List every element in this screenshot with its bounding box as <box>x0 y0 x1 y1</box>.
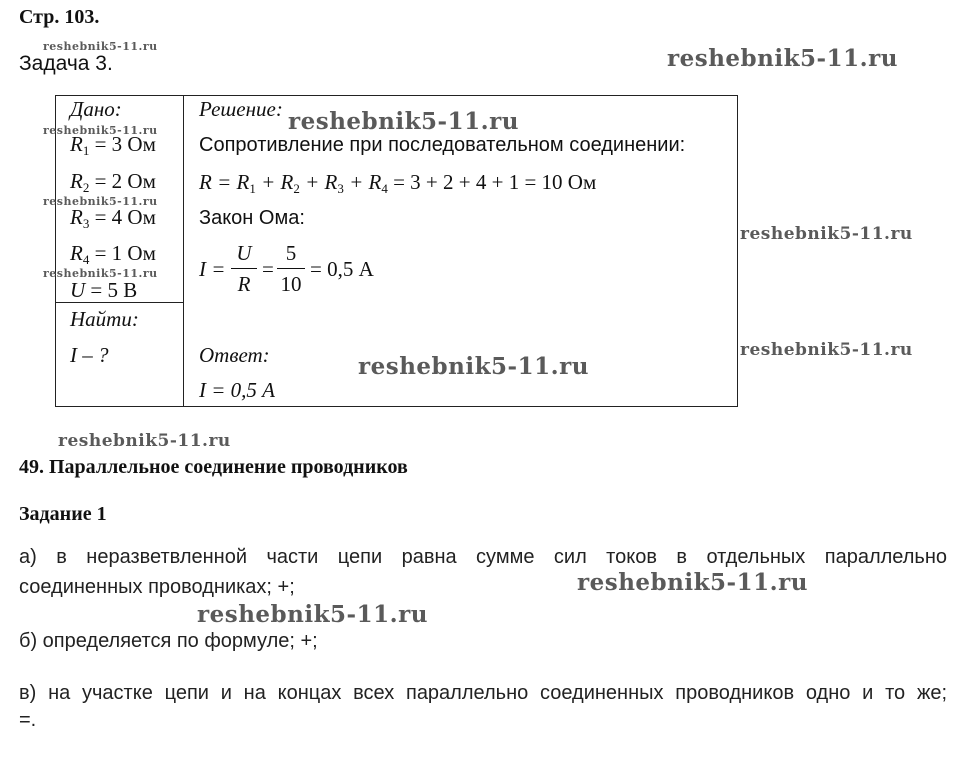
task-title: Задача 3. <box>19 52 113 75</box>
find-title: Найти: <box>70 307 139 331</box>
ohm-lhs: I = <box>199 257 226 281</box>
section-heading: 49. Параллельное соединение проводников <box>19 456 408 478</box>
given-item: $R_2 = 2$ Ом <box>70 169 156 195</box>
watermark: reshebnik5-11.ru <box>43 267 158 280</box>
fraction-5-over-10: 5 10 <box>277 240 305 297</box>
given-item: $R_4 = 1$ Ом <box>70 241 156 267</box>
watermark: reshebnik5-11.ru <box>288 108 519 135</box>
answer-b: б) определяется по формуле; +; <box>19 630 318 652</box>
answer-a-line2: соединенных проводниках; +; <box>19 576 295 598</box>
solution-text: Сопротивление при последовательном соединении: <box>199 134 686 156</box>
find-item: I – ? <box>70 343 109 367</box>
table-divider <box>183 95 184 407</box>
fraction-u-over-r: U R <box>231 240 257 297</box>
answer-c-line2: =. <box>19 709 37 731</box>
watermark: reshebnik5-11.ru <box>577 569 808 596</box>
watermark: reshebnik5-11.ru <box>667 45 898 72</box>
watermark: reshebnik5-11.ru <box>43 40 158 53</box>
formula-total-resistance: $R = R_1 + R_2 + R_3 + R_4 = 3 + 2 + 4 + 1 = 10$ Ом <box>199 170 597 196</box>
law-title: Закон Ома: <box>199 207 305 229</box>
solution-title: Решение: <box>199 97 283 121</box>
given-item: $R_3 = 4$ Ом <box>70 205 156 231</box>
watermark: reshebnik5-11.ru <box>740 340 913 360</box>
answer-value: I = 0,5 А <box>199 378 275 402</box>
page-header: Стр. 103. <box>19 6 100 28</box>
given-title: Дано: <box>70 97 122 121</box>
watermark: reshebnik5-11.ru <box>197 601 428 628</box>
ohm-result: = 0,5 А <box>310 257 374 281</box>
task-heading: Задание 1 <box>19 503 107 525</box>
watermark: reshebnik5-11.ru <box>740 224 913 244</box>
answer-title: Ответ: <box>199 343 270 367</box>
watermark: reshebnik5-11.ru <box>43 124 158 137</box>
given-item: U = 5 В <box>70 278 138 302</box>
answer-a-line1: а) в неразветвленной части цепи равна сумме сил токов в отдельных параллельно <box>19 546 947 568</box>
answer-c-line1: в) на участке цепи и на концах всех параллельно соединенных проводников одно и то же; <box>19 682 947 704</box>
watermark: reshebnik5-11.ru <box>43 195 158 208</box>
given-item: $R_1 = 3$ Ом <box>70 132 156 158</box>
watermark: reshebnik5-11.ru <box>358 353 589 380</box>
ohm-eq: = <box>262 257 274 281</box>
watermark: reshebnik5-11.ru <box>58 431 231 451</box>
